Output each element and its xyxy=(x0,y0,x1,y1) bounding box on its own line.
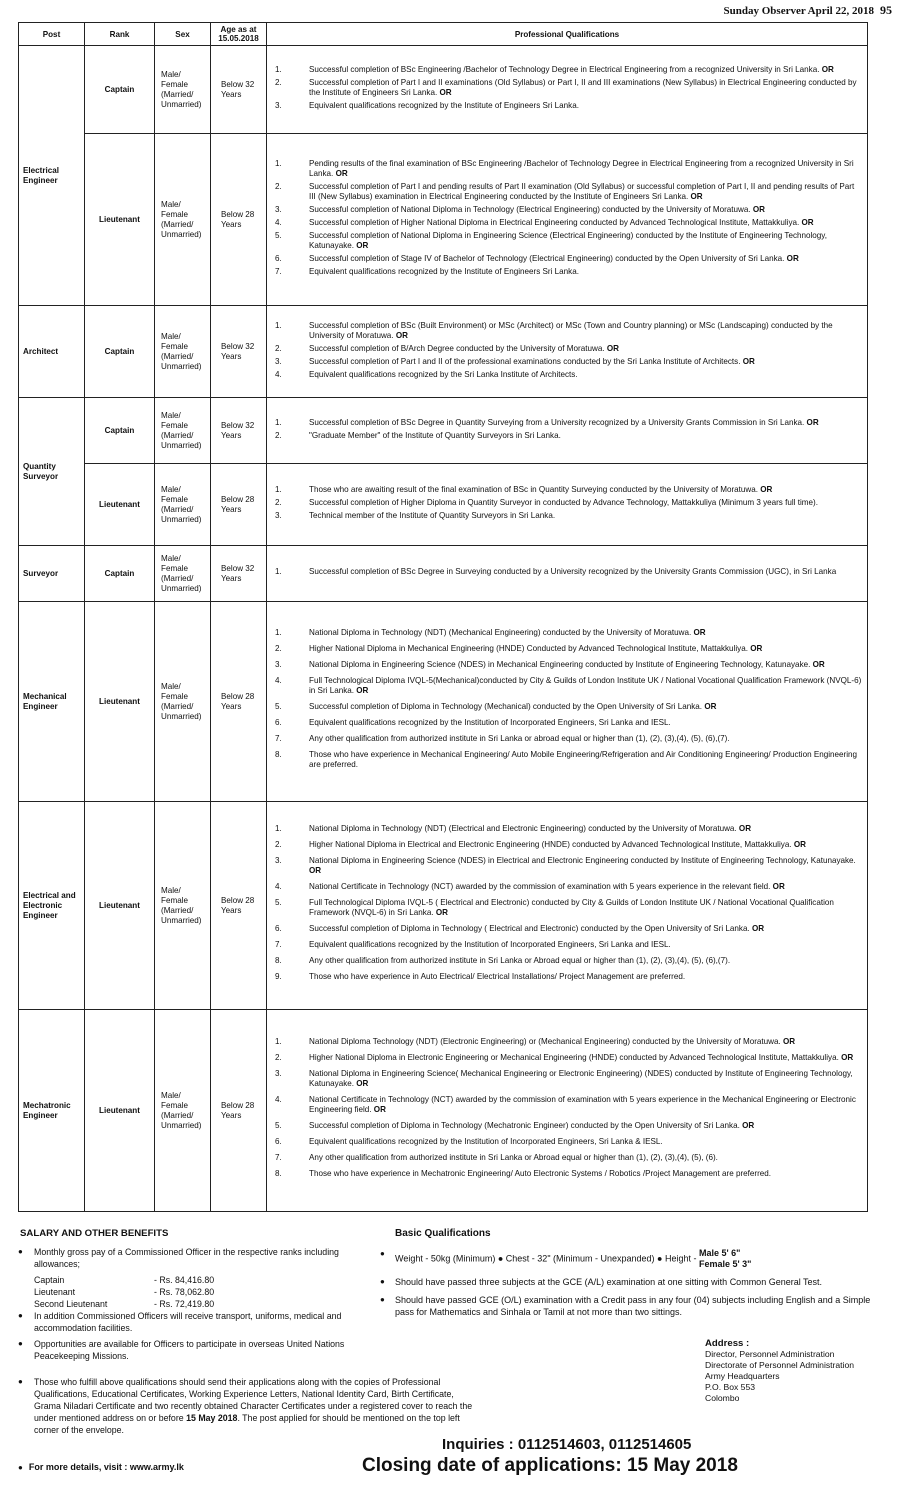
age-cell: Below 32 Years xyxy=(211,46,267,134)
or-marker: OR xyxy=(356,241,369,250)
item-number: 1. xyxy=(275,823,282,833)
al-requirement: ● Should have passed three subjects at the GCE (A/L) examination at one sitting with Common General Test. xyxy=(380,1276,880,1288)
table-row xyxy=(19,134,868,306)
qualification-item xyxy=(271,159,863,179)
table-row xyxy=(19,464,868,546)
item-number: 2. xyxy=(275,839,282,849)
col-sex-header: Sex xyxy=(155,23,211,46)
application-deadline: 15 May 2018 xyxy=(186,1413,238,1423)
or-marker: OR xyxy=(356,1078,369,1088)
col-post-header: Post xyxy=(19,23,85,46)
sex-cell: Male/ Female (Married/ Unmarried) xyxy=(155,464,211,546)
item-number: 6. xyxy=(275,717,282,727)
item-number: 3. xyxy=(275,205,282,214)
qualification-item xyxy=(271,267,863,277)
item-number: 8. xyxy=(275,1168,282,1178)
qualification-list xyxy=(271,418,863,441)
pay-rank: Second Lieutenant xyxy=(34,1299,108,1309)
sex-cell: Male/ Female (Married/ Unmarried) xyxy=(155,602,211,802)
qualification-item xyxy=(271,1169,863,1179)
table-row xyxy=(19,46,868,134)
qualification-item xyxy=(271,344,863,354)
item-text: National Diploma Technology (NDT) (Electronic Engineering) or (Mechanical Engineering) conducted by the University of Moratuwa. xyxy=(309,1036,781,1046)
item-text: National Diploma in Engineering Science (NDES) in Mechanical Engineering conducted by Institute of Engineering Technology, Katunayake. xyxy=(309,659,811,669)
item-text: "Graduate Member" of the Institute of Quantity Surveyors in Sri Lanka. xyxy=(309,430,561,440)
item-number: 5. xyxy=(275,701,282,711)
address-line: P.O. Box 553 xyxy=(705,1382,756,1392)
or-marker: OR xyxy=(742,1120,755,1130)
qualification-list xyxy=(271,321,863,380)
table-row xyxy=(19,602,868,802)
item-text: Higher National Diploma in Electronic Engineering or Mechanical Engineering (HNDE) conducted by Advanced Technological Institute, Mattakkuliya. xyxy=(309,1052,839,1062)
address-line: Colombo xyxy=(705,1393,740,1403)
item-text: National Diploma in Engineering Science (NDES) in Electrical and Electronic Engineering conducted by Institute of Engineering Technology, Katunayake. xyxy=(309,855,856,865)
item-text: Successful completion of BSc Degree in Quantity Surveying from a University recognized by a University Grants Commission in Sri Lanka. xyxy=(309,417,805,427)
item-text: National Diploma in Technology (NDT) (Electrical and Electronic Engineering) conducted by the University of Moratuwa. xyxy=(309,823,737,833)
post-cell: Quantity Surveyor xyxy=(19,398,85,546)
item-number: 2. xyxy=(275,498,282,507)
address-block xyxy=(705,1338,854,1404)
item-text: Equivalent qualifications recognized by the Institution of Incorporated Engineers, Sri Lanka and IESL. xyxy=(309,717,671,727)
rank-cell: Captain xyxy=(85,546,155,602)
qualification-list xyxy=(271,567,863,577)
qualification-item xyxy=(271,431,863,441)
rank-cell: Captain xyxy=(85,398,155,464)
or-marker: OR xyxy=(439,88,452,97)
salary-transport: ● In addition Commissioned Officers will receive transport, uniforms, medical and accommodation facilities. xyxy=(18,1310,378,1334)
item-text: Full Technological Diploma IVQL-5(Mechanical)conducted by City & Guilds of London Institute UK / National Vocational Qualification Framework (NVQL-6) in Sri Lanka. xyxy=(309,675,862,695)
qualification-item xyxy=(271,702,863,712)
qualifications-cell xyxy=(267,398,868,464)
table-row xyxy=(19,802,868,1010)
item-text: National Diploma in Engineering Science( Mechanical Engineering or Electronic Engineering) (NDES) conducted by Institute of Engineering Technology, Katunayake. xyxy=(309,1068,853,1088)
or-marker: OR xyxy=(750,643,763,653)
item-number: 1. xyxy=(275,159,282,168)
sex-cell: Male/ Female (Married/ Unmarried) xyxy=(155,398,211,464)
ol-requirement: ● Should have passed GCE (O/L) examination with a Credit pass in any four (04) subjects including English and a Simple pass for Mathematics and Sinhala or Tamil at not more than two sittings. xyxy=(380,1294,880,1318)
or-marker: OR xyxy=(435,907,448,917)
qualifications-cell xyxy=(267,46,868,134)
qualification-item xyxy=(271,1137,863,1147)
qualification-item xyxy=(271,78,863,98)
item-number: 4. xyxy=(275,369,282,379)
item-text: Equivalent qualifications recognized by the Sri Lanka Institute of Architects. xyxy=(309,369,578,379)
col-rank-header: Rank xyxy=(85,23,155,46)
or-marker: OR xyxy=(335,169,348,178)
post-cell: Electrical Engineer xyxy=(19,46,85,306)
item-text: Successful completion of National Diploma in Engineering Science (Electrical Engineering) conducted by the Institute of Engineering Technology, Katunayake. xyxy=(309,231,827,250)
qualification-item xyxy=(271,750,863,770)
qualification-item xyxy=(271,940,863,950)
item-number: 7. xyxy=(275,939,282,949)
qualifications-cell xyxy=(267,134,868,306)
item-text: Those who have experience in Auto Electrical/ Electrical Installations/ Project Management are preferred. xyxy=(309,971,686,981)
address-line: Director, Personnel Administration xyxy=(705,1349,835,1359)
qualification-item xyxy=(271,1121,863,1131)
item-number: 6. xyxy=(275,1136,282,1146)
qualification-item xyxy=(271,511,863,521)
sex-cell: Male/ Female (Married/ Unmarried) xyxy=(155,802,211,1010)
or-marker: OR xyxy=(752,205,766,214)
or-marker: OR xyxy=(395,330,408,340)
qualification-item xyxy=(271,231,863,251)
table-row xyxy=(19,306,868,398)
item-number: 9. xyxy=(275,971,282,981)
rank-cell: Lieutenant xyxy=(85,1010,155,1212)
item-number: 2. xyxy=(275,182,282,191)
or-marker: OR xyxy=(738,823,752,833)
qualification-item xyxy=(271,898,863,918)
qualification-item xyxy=(271,718,863,728)
or-marker: OR xyxy=(801,218,814,227)
col-age-header: Age as at 15.05.2018 xyxy=(211,23,267,46)
item-number: 6. xyxy=(275,254,282,263)
or-marker: OR xyxy=(821,65,834,74)
or-marker: OR xyxy=(309,865,322,875)
qualification-item xyxy=(271,856,863,876)
or-marker: OR xyxy=(742,356,755,366)
item-number: 1. xyxy=(275,567,282,576)
item-text: Successful completion of B/Arch Degree conducted by the University of Moratuwa. xyxy=(309,343,605,353)
pay-amount: - Rs. 84,416.80 xyxy=(154,1275,215,1285)
qualification-item xyxy=(271,1069,863,1089)
item-number: 4. xyxy=(275,1094,282,1104)
qualification-item xyxy=(271,972,863,982)
item-text: Successful completion of Higher National Diploma in Electrical Engineering conducted by Advanced Technological Institute, Mattakkuliya. xyxy=(309,218,800,227)
salary-un-missions: ● Opportunities are available for Officers to participate in overseas United Nations Peacekeeping Missions. xyxy=(18,1338,378,1362)
item-number: 1. xyxy=(275,485,282,494)
item-number: 3. xyxy=(275,659,282,669)
item-text: Successful completion of Part I and pending results of Part II examination (Old Syllabus) or successful completion of Part I, II and pending results of Part III (New Syllabus) examination in Electrical Engineering conducted by the Institute of Engineers Sri Lanka. xyxy=(309,182,855,201)
item-text: Successful completion of Part I and II examinations (Old Syllabus) or Part I, II and III examinations (New Syllabus) in Electrical Engineering conducted by the Institute of Engineers Sri Lanka. xyxy=(309,78,857,97)
age-cell: Below 28 Years xyxy=(211,802,267,1010)
or-marker: OR xyxy=(841,1052,854,1062)
qualification-item xyxy=(271,628,863,638)
or-marker: OR xyxy=(704,701,717,711)
item-number: 1. xyxy=(275,417,282,427)
item-number: 1. xyxy=(275,320,282,330)
item-number: 5. xyxy=(275,231,282,240)
item-text: Higher National Diploma in Electrical and Electronic Engineering (HNDE) conducted by Advanced Technological Institute, Mattakkuliya. xyxy=(309,839,792,849)
qualification-item xyxy=(271,418,863,428)
post-cell: Electrical and Electronic Engineer xyxy=(19,802,85,1010)
rank-cell: Lieutenant xyxy=(85,802,155,1010)
rank-cell: Captain xyxy=(85,46,155,134)
height-values: Male 5' 6" Female 5' 3" xyxy=(699,1248,752,1269)
item-text: National Certificate in Technology (NCT) awarded by the commission of examination with 5 years experience in the relevant field. xyxy=(309,881,771,891)
item-text: Equivalent qualifications recognized by the Institute of Engineers Sri Lanka. xyxy=(309,101,579,110)
qualification-item xyxy=(271,321,863,341)
item-number: 3. xyxy=(275,101,282,110)
item-number: 3. xyxy=(275,511,282,520)
item-text: Equivalent qualifications recognized by the Institute of Engineers Sri Lanka. xyxy=(309,267,579,276)
item-number: 7. xyxy=(275,267,282,276)
qualification-list xyxy=(271,1037,863,1179)
qualifications-cell xyxy=(267,802,868,1010)
pay-amount: - Rs. 72,419.80 xyxy=(154,1299,215,1309)
item-number: 3. xyxy=(275,1068,282,1078)
item-text: Full Technological Diploma IVQL-5 ( Electrical and Electronic) conducted by City & Guilds of London Institute UK / National Vocational Qualification Framework (NVQL-6) in Sri Lanka. xyxy=(309,897,834,917)
item-text: Successful completion of Diploma in Technology (Mechatronic Engineer) conducted by the Open University of Sri Lanka. xyxy=(309,1120,740,1130)
or-marker: OR xyxy=(793,839,806,849)
qualification-item xyxy=(271,734,863,744)
post-cell: Surveyor xyxy=(19,546,85,602)
pay-amount: - Rs. 78,062.80 xyxy=(154,1287,215,1297)
item-text: Successful completion of Stage IV of Bachelor of Technology (Electrical Engineering) conducted by the Open University of Sri Lanka. xyxy=(309,254,785,263)
item-number: 4. xyxy=(275,881,282,891)
item-text: Technical member of the Institute of Quantity Surveyors in Sri Lanka. xyxy=(309,511,556,520)
item-number: 3. xyxy=(275,356,282,366)
or-marker: OR xyxy=(693,627,706,637)
page-header xyxy=(724,3,892,18)
item-text: Successful completion of BSc Engineering /Bachelor of Technology Degree in Electrical Engineering from a recognized University in Sri Lanka. xyxy=(309,65,820,74)
item-number: 8. xyxy=(275,955,282,965)
qualification-item xyxy=(271,924,863,934)
item-number: 4. xyxy=(275,675,282,685)
age-cell: Below 28 Years xyxy=(211,602,267,802)
item-number: 8. xyxy=(275,749,282,759)
qualification-list xyxy=(271,65,863,111)
table-header-row xyxy=(19,23,868,46)
qualification-item xyxy=(271,1053,863,1063)
or-marker: OR xyxy=(373,1104,386,1114)
item-text: Successful completion of BSc Degree in Surveying conducted by a University recognized by the University Grants Commission (UGC), in Sri Lanka xyxy=(309,567,837,576)
qualifications-cell xyxy=(267,306,868,398)
post-cell: Architect xyxy=(19,306,85,398)
item-text: Successful completion of Diploma in Technology (Mechanical) conducted by the Open University of Sri Lanka. xyxy=(309,701,703,711)
qualification-list xyxy=(271,824,863,982)
address-line: Army Headquarters xyxy=(705,1371,780,1381)
qualifications-cell xyxy=(267,464,868,546)
pay-table xyxy=(18,1274,378,1310)
pay-rank: Lieutenant xyxy=(34,1287,76,1297)
item-text: Those who have experience in Mechanical Engineering/ Auto Mobile Engineering/Refrigeration and Air Conditioning Engineering/ Production Engineering are preferred. xyxy=(309,749,858,769)
qualification-item xyxy=(271,660,863,670)
table-row xyxy=(19,1010,868,1212)
sex-cell: Male/ Female (Married/ Unmarried) xyxy=(155,546,211,602)
item-number: 4. xyxy=(275,218,282,227)
or-marker: OR xyxy=(806,417,819,427)
item-number: 1. xyxy=(275,1036,282,1046)
qualification-item xyxy=(271,254,863,264)
qualification-item xyxy=(271,357,863,367)
or-marker: OR xyxy=(690,192,703,201)
qualification-item xyxy=(271,824,863,834)
item-text: Equivalent qualifications recognized by the Institution of Incorporated Engineers, Sri Lanka & IESL. xyxy=(309,1136,663,1146)
item-text: National Certificate in Technology (NCT) awarded by the commission of examination with 5 years experience in the Mechanical Engineering or Electronic Engineering field. xyxy=(309,1094,856,1114)
or-marker: OR xyxy=(760,485,773,494)
item-text: Any other qualification from authorized institute in Sri Lanka or abroad equal or higher than (1), (2), (3),(4), (5), (6),(7). xyxy=(309,733,730,743)
inquiries: Inquiries : 0112514603, 0112514605 xyxy=(442,1436,692,1453)
item-number: 3. xyxy=(275,855,282,865)
qualification-item xyxy=(271,567,863,577)
application-instructions: ● Those who fulfill above qualifications should send their applications along with the copies of Professional Qualifications, Educational Certificates, Working Experience Letters, National Identity Card, Birth Certificate, Grama Niladari Certificate and two recently obtained Character Certificates under a registered cover to reach the under mentioned address on or before 15 May 2018. The post applied for should be mentioned on the top left corner of the envelope. xyxy=(18,1376,474,1436)
qualifications-cell xyxy=(267,602,868,802)
qualification-item xyxy=(271,644,863,654)
qualification-item xyxy=(271,205,863,215)
item-number: 5. xyxy=(275,1120,282,1130)
item-number: 1. xyxy=(275,65,282,74)
closing-date: Closing date of applications: 15 May 2018 xyxy=(362,1455,738,1476)
address-title: Address : xyxy=(705,1338,750,1349)
rank-cell: Lieutenant xyxy=(85,602,155,802)
age-cell: Below 28 Years xyxy=(211,464,267,546)
salary-title: SALARY AND OTHER BENEFITS xyxy=(20,1228,169,1239)
post-cell: Mechanical Engineer xyxy=(19,602,85,802)
item-text: Those who have experience in Mechatronic Engineering/ Auto Electronic Systems / Robotics /Project Management are preferred. xyxy=(309,1168,772,1178)
item-text: Those who are awaiting result of the final examination of BSc in Quantity Surveying conducted by the University of Moratuwa. xyxy=(309,485,758,494)
pay-rank: Captain xyxy=(34,1275,65,1285)
rank-cell: Captain xyxy=(85,306,155,398)
item-text: Successful completion of Diploma in Technology ( Electrical and Electronic) conducted by the Open University of Sri Lanka. xyxy=(309,923,750,933)
qualification-item xyxy=(271,485,863,495)
qualification-item xyxy=(271,840,863,850)
item-number: 2. xyxy=(275,78,282,87)
item-text: Successful completion of Higher Diploma in Quantity Surveyor in conducted by Advance Technology, Mattakkuliya (Minimum 3 years full time). xyxy=(309,498,818,507)
item-number: 1. xyxy=(275,627,282,637)
item-number: 2. xyxy=(275,343,282,353)
qualification-list xyxy=(271,485,863,521)
address-line: Directorate of Personnel Administration xyxy=(705,1360,855,1370)
item-text: Successful completion of BSc (Built Environment) or MSc (Architect) or MSc (Town and Country planning) or MSc (Landscaping) conducted by the University of Moratuwa. xyxy=(309,320,833,340)
item-text: Any other qualification from authorized institute in Sri Lanka or Abroad equal or higher than (1), (2), (3),(4), (5), (6),(7). xyxy=(309,955,731,965)
qualification-item xyxy=(271,1153,863,1163)
or-marker: OR xyxy=(786,254,799,263)
more-details-link[interactable]: ● For more details, visit : www.army.lk xyxy=(18,1462,184,1472)
or-marker: OR xyxy=(772,881,785,891)
table-row xyxy=(19,546,868,602)
qualification-item xyxy=(271,370,863,380)
item-text: Any other qualification from authorized institute in Sri Lanka or Abroad equal or higher than (1), (2), (3),(4), (5), (6). xyxy=(309,1152,718,1162)
basic-title: Basic Qualifications xyxy=(395,1228,491,1239)
age-cell: Below 32 Years xyxy=(211,306,267,398)
sex-cell: Male/ Female (Married/ Unmarried) xyxy=(155,1010,211,1212)
basic-qualifications xyxy=(380,1228,880,1324)
item-number: 7. xyxy=(275,733,282,743)
qualification-item xyxy=(271,882,863,892)
or-marker: OR xyxy=(606,343,619,353)
qualification-item xyxy=(271,1095,863,1115)
qualification-item xyxy=(271,182,863,202)
rank-cell: Lieutenant xyxy=(85,464,155,546)
qualification-item xyxy=(271,676,863,696)
qualification-item xyxy=(271,218,863,228)
or-marker: OR xyxy=(812,659,825,669)
item-text: Successful completion of Part I and II of the professional examinations conducted by the Sri Lanka Institute of Architects. xyxy=(309,356,741,366)
item-text: National Diploma in Technology (NDT) (Mechanical Engineering) conducted by the University of Moratuwa. xyxy=(309,627,692,637)
item-number: 2. xyxy=(275,430,282,440)
qualification-item xyxy=(271,65,863,75)
qualification-item xyxy=(271,1037,863,1047)
item-number: 2. xyxy=(275,643,282,653)
rank-cell: Lieutenant xyxy=(85,134,155,306)
sex-cell: Male/ Female (Married/ Unmarried) xyxy=(155,134,211,306)
col-qualifications-header: Professional Qualifications xyxy=(267,23,868,46)
age-cell: Below 28 Years xyxy=(211,1010,267,1212)
item-text: Equivalent qualifications recognized by the Institution of Incorporated Engineers, Sri Lanka and IESL. xyxy=(309,939,671,949)
qualification-item xyxy=(271,498,863,508)
or-marker: OR xyxy=(356,685,369,695)
post-cell: Mechatronic Engineer xyxy=(19,1010,85,1212)
salary-monthly: ● Monthly gross pay of a Commissioned Officer in the respective ranks including allowances; xyxy=(18,1246,378,1270)
or-marker: OR xyxy=(751,923,765,933)
item-text: Successful completion of National Diploma in Technology (Electrical Engineering) conducted by the University of Moratuwa. xyxy=(309,205,751,214)
sex-cell: Male/ Female (Married/ Unmarried) xyxy=(155,46,211,134)
item-text: Higher National Diploma in Mechanical Engineering (HNDE) Conducted by Advanced Technological Institute, Mattakkuliya. xyxy=(309,643,748,653)
or-marker: OR xyxy=(783,1036,796,1046)
item-number: 5. xyxy=(275,897,282,907)
table-row xyxy=(19,398,868,464)
item-text: Pending results of the final examination of BSc Engineering /Bachelor of Technology Degree in Electrical Engineering from a recognized University in Sri Lanka. xyxy=(309,159,854,178)
item-number: 7. xyxy=(275,1152,282,1162)
age-cell: Below 32 Years xyxy=(211,546,267,602)
qualification-list xyxy=(271,628,863,770)
sex-cell: Male/ Female (Married/ Unmarried) xyxy=(155,306,211,398)
item-number: 2. xyxy=(275,1052,282,1062)
qualifications-cell xyxy=(267,546,868,602)
qualifications-table xyxy=(18,22,868,1212)
qualification-item xyxy=(271,956,863,966)
physical-requirements: ● Weight - 50kg (Minimum) ● Chest - 32" (Minimum - Unexpanded) ● Height - Male 5' 6" Female 5' 3" xyxy=(380,1248,880,1270)
page-number: 95 xyxy=(880,3,892,17)
item-number: 6. xyxy=(275,923,282,933)
age-cell: Below 28 Years xyxy=(211,134,267,306)
qualification-item xyxy=(271,101,863,111)
qualification-list xyxy=(271,159,863,277)
qualifications-cell xyxy=(267,1010,868,1212)
age-cell: Below 32 Years xyxy=(211,398,267,464)
newspaper-name: Sunday Observer April 22, 2018 xyxy=(723,5,874,17)
